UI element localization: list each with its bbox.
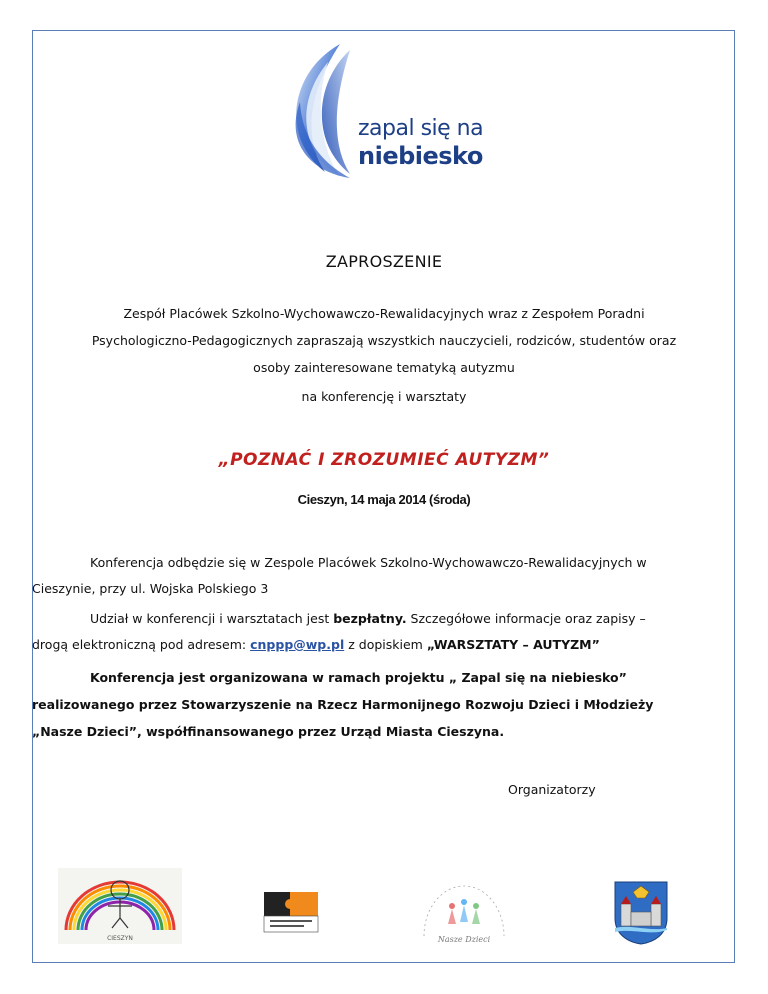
project-line-1: Konferencja jest organizowana w ramach projektu „ Zapal się na niebiesko” [90, 670, 627, 685]
email-link[interactable]: cnppp@wp.pl [250, 637, 345, 652]
registration-text-4: z dopiskiem [344, 637, 427, 652]
invitation-title: ZAPROSZENIE [325, 252, 443, 271]
project-line-3: „Nasze Dzieci”, współfinansowanego przez Urząd Miasta Cieszyna. [32, 724, 505, 739]
logo-text-line1: zapal się na [358, 116, 484, 141]
nasze-dzieci-text: Nasze Dzieci [437, 935, 491, 944]
organizers-label: Organizatorzy [508, 782, 596, 797]
nasze-dzieci-logo [418, 876, 510, 946]
logo-text-line2: niebiesko [358, 142, 483, 170]
school-logo [58, 868, 182, 944]
event-title: „POZNAĆ I ZROZUMIEĆ AUTYZM” [218, 450, 550, 470]
event-date: Cieszyn, 14 maja 2014 (środa) [297, 492, 471, 507]
intro-line-2: Psychologiczno-Pedagogicznych zapraszają wszystkich nauczycieli, rodziców, studentów oraz [91, 333, 677, 348]
intro-line-4: na konferencję i warsztaty [301, 389, 467, 404]
paragraph-project [32, 664, 712, 745]
venue-line-2: Cieszynie, przy ul. Wojska Polskiego 3 [32, 581, 269, 596]
registration-text-3: drogą elektroniczną pod adresem: [32, 637, 251, 652]
paragraph-venue [32, 550, 712, 602]
zapal-logo [280, 42, 510, 182]
registration-text-1: Udział w konferencji i warsztatach jest [90, 611, 334, 626]
intro-line-3: osoby zainteresowane tematyką autyzmu [253, 360, 515, 375]
intro-line-1: Zespół Placówek Szkolno-Wychowawczo-Rewalidacyjnych wraz z Zespołem Poradni [123, 306, 645, 321]
puzzle-icon [262, 890, 320, 934]
venue-line-1: Konferencja odbędzie się w Zespole Placówek Szkolno-Wychowawczo-Rewalidacyjnych w [90, 555, 647, 570]
cieszyn-coat-of-arms [611, 878, 671, 946]
puzzle-logo [262, 890, 320, 934]
coat-of-arms-icon [611, 878, 671, 946]
rainbow-icon [58, 868, 182, 944]
paragraph-registration [32, 606, 712, 658]
children-stars-icon [418, 876, 510, 946]
free-label: bezpłatny. [333, 611, 407, 626]
project-line-2: realizowanego przez Stowarzyszenie na Rzecz Harmonijnego Rozwoju Dzieci i Młodzieży [32, 697, 654, 712]
school-logo-text: CIESZYN [107, 935, 133, 942]
registration-tag: „WARSZTATY – AUTYZM” [426, 637, 600, 652]
registration-text-2: Szczegółowe informacje oraz zapisy – [406, 611, 646, 626]
